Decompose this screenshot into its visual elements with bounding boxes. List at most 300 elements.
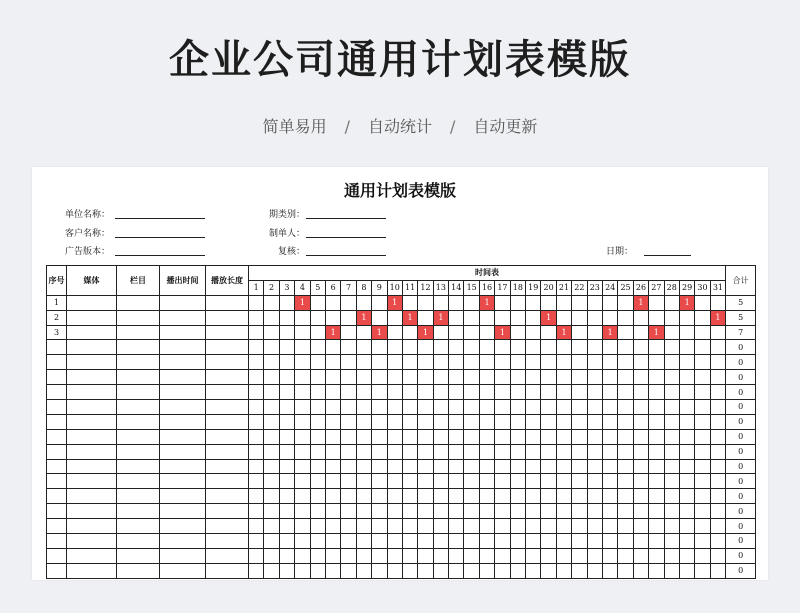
day-cell[interactable] [356, 459, 371, 474]
length-cell[interactable] [206, 504, 249, 519]
day-cell[interactable] [325, 563, 340, 578]
day-cell[interactable] [402, 548, 417, 563]
scheduled-day-cell[interactable]: 1 [633, 295, 648, 310]
day-cell[interactable] [649, 370, 664, 385]
day-cell[interactable] [695, 325, 710, 340]
day-cell[interactable] [449, 534, 464, 549]
day-cell[interactable] [664, 489, 679, 504]
day-cell[interactable] [279, 563, 294, 578]
day-cell[interactable] [433, 295, 448, 310]
day-cell[interactable] [479, 325, 494, 340]
seq-cell[interactable]: 1 [47, 295, 67, 310]
air-time-cell[interactable] [160, 504, 206, 519]
day-cell[interactable] [418, 414, 433, 429]
seq-cell[interactable] [47, 355, 67, 370]
day-cell[interactable] [664, 414, 679, 429]
day-cell[interactable] [572, 414, 587, 429]
day-cell[interactable] [679, 548, 694, 563]
day-cell[interactable] [664, 310, 679, 325]
day-cell[interactable] [279, 534, 294, 549]
day-cell[interactable] [510, 310, 525, 325]
scheduled-day-cell[interactable]: 1 [402, 310, 417, 325]
day-cell[interactable] [249, 489, 264, 504]
day-cell[interactable] [356, 519, 371, 534]
day-cell[interactable] [526, 310, 541, 325]
day-cell[interactable] [295, 519, 310, 534]
day-cell[interactable] [495, 504, 510, 519]
day-cell[interactable] [649, 429, 664, 444]
day-cell[interactable] [387, 534, 402, 549]
air-time-cell[interactable] [160, 459, 206, 474]
day-cell[interactable] [372, 295, 387, 310]
length-cell[interactable] [206, 534, 249, 549]
day-cell[interactable] [556, 355, 571, 370]
day-cell[interactable] [479, 534, 494, 549]
day-cell[interactable] [526, 489, 541, 504]
day-cell[interactable] [587, 548, 602, 563]
day-cell[interactable] [464, 355, 479, 370]
day-cell[interactable] [541, 534, 556, 549]
day-cell[interactable] [264, 548, 279, 563]
day-cell[interactable] [418, 444, 433, 459]
day-cell[interactable] [526, 534, 541, 549]
day-cell[interactable] [325, 548, 340, 563]
day-cell[interactable] [572, 370, 587, 385]
day-cell[interactable] [510, 459, 525, 474]
column-cell[interactable] [117, 340, 160, 355]
day-cell[interactable] [356, 325, 371, 340]
column-cell[interactable] [117, 385, 160, 400]
day-cell[interactable] [264, 459, 279, 474]
day-cell[interactable] [572, 295, 587, 310]
day-cell[interactable] [679, 400, 694, 415]
day-cell[interactable] [664, 370, 679, 385]
seq-cell[interactable] [47, 340, 67, 355]
day-cell[interactable] [325, 414, 340, 429]
day-cell[interactable] [556, 504, 571, 519]
day-cell[interactable] [510, 444, 525, 459]
day-cell[interactable] [310, 385, 325, 400]
day-cell[interactable] [418, 310, 433, 325]
scheduled-day-cell[interactable]: 1 [556, 325, 571, 340]
day-cell[interactable] [372, 355, 387, 370]
day-cell[interactable] [264, 310, 279, 325]
day-cell[interactable] [433, 444, 448, 459]
day-cell[interactable] [387, 355, 402, 370]
day-cell[interactable] [341, 489, 356, 504]
day-cell[interactable] [695, 563, 710, 578]
day-cell[interactable] [356, 534, 371, 549]
day-cell[interactable] [695, 355, 710, 370]
day-cell[interactable] [464, 474, 479, 489]
column-cell[interactable] [117, 548, 160, 563]
day-cell[interactable] [279, 385, 294, 400]
media-cell[interactable] [67, 504, 117, 519]
day-cell[interactable] [710, 414, 725, 429]
day-cell[interactable] [649, 340, 664, 355]
day-cell[interactable] [587, 325, 602, 340]
day-cell[interactable] [510, 355, 525, 370]
day-cell[interactable] [341, 295, 356, 310]
day-cell[interactable] [464, 504, 479, 519]
day-cell[interactable] [710, 563, 725, 578]
day-cell[interactable] [418, 474, 433, 489]
day-cell[interactable] [325, 355, 340, 370]
seq-cell[interactable]: 3 [47, 325, 67, 340]
day-cell[interactable] [556, 459, 571, 474]
day-cell[interactable] [587, 563, 602, 578]
day-cell[interactable] [618, 504, 633, 519]
day-cell[interactable] [449, 400, 464, 415]
day-cell[interactable] [510, 340, 525, 355]
day-cell[interactable] [356, 548, 371, 563]
day-cell[interactable] [541, 370, 556, 385]
column-cell[interactable] [117, 355, 160, 370]
day-cell[interactable] [372, 444, 387, 459]
day-cell[interactable] [464, 444, 479, 459]
day-cell[interactable] [402, 414, 417, 429]
day-cell[interactable] [295, 489, 310, 504]
air-time-cell[interactable] [160, 370, 206, 385]
day-cell[interactable] [402, 459, 417, 474]
day-cell[interactable] [556, 340, 571, 355]
day-cell[interactable] [310, 325, 325, 340]
day-cell[interactable] [649, 534, 664, 549]
day-cell[interactable] [695, 444, 710, 459]
day-cell[interactable] [464, 489, 479, 504]
day-cell[interactable] [541, 429, 556, 444]
length-cell[interactable] [206, 385, 249, 400]
day-cell[interactable] [664, 474, 679, 489]
day-cell[interactable] [372, 310, 387, 325]
day-cell[interactable] [402, 444, 417, 459]
media-cell[interactable] [67, 459, 117, 474]
day-cell[interactable] [310, 340, 325, 355]
day-cell[interactable] [679, 385, 694, 400]
day-cell[interactable] [372, 489, 387, 504]
day-cell[interactable] [495, 355, 510, 370]
day-cell[interactable] [449, 474, 464, 489]
day-cell[interactable] [510, 429, 525, 444]
day-cell[interactable] [372, 548, 387, 563]
day-cell[interactable] [664, 534, 679, 549]
day-cell[interactable] [510, 519, 525, 534]
day-cell[interactable] [572, 489, 587, 504]
day-cell[interactable] [541, 385, 556, 400]
day-cell[interactable] [356, 429, 371, 444]
day-cell[interactable] [572, 504, 587, 519]
day-cell[interactable] [295, 340, 310, 355]
day-cell[interactable] [310, 563, 325, 578]
day-cell[interactable] [264, 474, 279, 489]
day-cell[interactable] [587, 385, 602, 400]
day-cell[interactable] [664, 504, 679, 519]
day-cell[interactable] [387, 400, 402, 415]
day-cell[interactable] [249, 504, 264, 519]
day-cell[interactable] [295, 400, 310, 415]
length-cell[interactable] [206, 370, 249, 385]
day-cell[interactable] [602, 340, 617, 355]
day-cell[interactable] [649, 474, 664, 489]
day-cell[interactable] [602, 295, 617, 310]
air-time-cell[interactable] [160, 310, 206, 325]
day-cell[interactable] [418, 400, 433, 415]
day-cell[interactable] [356, 474, 371, 489]
day-cell[interactable] [387, 519, 402, 534]
day-cell[interactable] [341, 370, 356, 385]
day-cell[interactable] [279, 519, 294, 534]
day-cell[interactable] [649, 414, 664, 429]
day-cell[interactable] [449, 563, 464, 578]
day-cell[interactable] [664, 444, 679, 459]
day-cell[interactable] [479, 444, 494, 459]
day-cell[interactable] [433, 414, 448, 429]
day-cell[interactable] [341, 325, 356, 340]
day-cell[interactable] [295, 385, 310, 400]
day-cell[interactable] [279, 459, 294, 474]
day-cell[interactable] [587, 310, 602, 325]
day-cell[interactable] [679, 534, 694, 549]
air-time-cell[interactable] [160, 414, 206, 429]
day-cell[interactable] [572, 459, 587, 474]
day-cell[interactable] [679, 429, 694, 444]
day-cell[interactable] [479, 563, 494, 578]
day-cell[interactable] [310, 444, 325, 459]
day-cell[interactable] [418, 370, 433, 385]
day-cell[interactable] [264, 400, 279, 415]
day-cell[interactable] [679, 563, 694, 578]
day-cell[interactable] [325, 400, 340, 415]
day-cell[interactable] [695, 414, 710, 429]
day-cell[interactable] [479, 355, 494, 370]
day-cell[interactable] [495, 459, 510, 474]
day-cell[interactable] [618, 489, 633, 504]
day-cell[interactable] [479, 519, 494, 534]
day-cell[interactable] [587, 370, 602, 385]
media-cell[interactable] [67, 429, 117, 444]
day-cell[interactable] [264, 519, 279, 534]
scheduled-day-cell[interactable]: 1 [541, 310, 556, 325]
day-cell[interactable] [710, 295, 725, 310]
day-cell[interactable] [387, 340, 402, 355]
day-cell[interactable] [618, 295, 633, 310]
day-cell[interactable] [541, 295, 556, 310]
day-cell[interactable] [618, 519, 633, 534]
day-cell[interactable] [526, 370, 541, 385]
day-cell[interactable] [356, 444, 371, 459]
day-cell[interactable] [341, 340, 356, 355]
day-cell[interactable] [664, 519, 679, 534]
day-cell[interactable] [541, 340, 556, 355]
day-cell[interactable] [449, 310, 464, 325]
day-cell[interactable] [695, 310, 710, 325]
day-cell[interactable] [541, 459, 556, 474]
length-cell[interactable] [206, 414, 249, 429]
scheduled-day-cell[interactable]: 1 [495, 325, 510, 340]
day-cell[interactable] [495, 385, 510, 400]
column-cell[interactable] [117, 459, 160, 474]
day-cell[interactable] [679, 310, 694, 325]
day-cell[interactable] [449, 385, 464, 400]
length-cell[interactable] [206, 295, 249, 310]
air-time-cell[interactable] [160, 325, 206, 340]
day-cell[interactable] [264, 534, 279, 549]
day-cell[interactable] [510, 400, 525, 415]
day-cell[interactable] [556, 474, 571, 489]
day-cell[interactable] [418, 519, 433, 534]
day-cell[interactable] [587, 400, 602, 415]
day-cell[interactable] [618, 459, 633, 474]
day-cell[interactable] [341, 474, 356, 489]
day-cell[interactable] [356, 385, 371, 400]
day-cell[interactable] [279, 370, 294, 385]
day-cell[interactable] [372, 459, 387, 474]
day-cell[interactable] [495, 444, 510, 459]
column-cell[interactable] [117, 429, 160, 444]
day-cell[interactable] [325, 295, 340, 310]
day-cell[interactable] [695, 385, 710, 400]
column-cell[interactable] [117, 489, 160, 504]
day-cell[interactable] [356, 563, 371, 578]
day-cell[interactable] [541, 489, 556, 504]
length-cell[interactable] [206, 519, 249, 534]
media-cell[interactable] [67, 310, 117, 325]
version-input-line[interactable] [115, 255, 205, 256]
day-cell[interactable] [325, 534, 340, 549]
day-cell[interactable] [372, 414, 387, 429]
day-cell[interactable] [556, 534, 571, 549]
day-cell[interactable] [710, 489, 725, 504]
day-cell[interactable] [249, 519, 264, 534]
day-cell[interactable] [633, 325, 648, 340]
day-cell[interactable] [387, 563, 402, 578]
day-cell[interactable] [372, 534, 387, 549]
day-cell[interactable] [664, 459, 679, 474]
day-cell[interactable] [418, 295, 433, 310]
day-cell[interactable] [433, 459, 448, 474]
day-cell[interactable] [264, 429, 279, 444]
day-cell[interactable] [618, 444, 633, 459]
day-cell[interactable] [341, 444, 356, 459]
day-cell[interactable] [402, 355, 417, 370]
day-cell[interactable] [464, 548, 479, 563]
day-cell[interactable] [402, 474, 417, 489]
day-cell[interactable] [541, 548, 556, 563]
day-cell[interactable] [279, 340, 294, 355]
seq-cell[interactable] [47, 444, 67, 459]
media-cell[interactable] [67, 563, 117, 578]
day-cell[interactable] [295, 474, 310, 489]
day-cell[interactable] [402, 489, 417, 504]
day-cell[interactable] [587, 489, 602, 504]
day-cell[interactable] [541, 563, 556, 578]
day-cell[interactable] [279, 295, 294, 310]
day-cell[interactable] [633, 474, 648, 489]
day-cell[interactable] [526, 444, 541, 459]
scheduled-day-cell[interactable]: 1 [710, 310, 725, 325]
day-cell[interactable] [310, 310, 325, 325]
day-cell[interactable] [572, 385, 587, 400]
air-time-cell[interactable] [160, 489, 206, 504]
day-cell[interactable] [356, 414, 371, 429]
day-cell[interactable] [418, 534, 433, 549]
day-cell[interactable] [464, 325, 479, 340]
day-cell[interactable] [418, 340, 433, 355]
media-cell[interactable] [67, 414, 117, 429]
day-cell[interactable] [310, 489, 325, 504]
day-cell[interactable] [310, 474, 325, 489]
day-cell[interactable] [526, 563, 541, 578]
day-cell[interactable] [710, 400, 725, 415]
day-cell[interactable] [510, 370, 525, 385]
length-cell[interactable] [206, 474, 249, 489]
day-cell[interactable] [249, 563, 264, 578]
air-time-cell[interactable] [160, 548, 206, 563]
day-cell[interactable] [279, 474, 294, 489]
day-cell[interactable] [572, 444, 587, 459]
air-time-cell[interactable] [160, 519, 206, 534]
air-time-cell[interactable] [160, 534, 206, 549]
seq-cell[interactable] [47, 519, 67, 534]
day-cell[interactable] [541, 400, 556, 415]
day-cell[interactable] [433, 325, 448, 340]
day-cell[interactable] [325, 340, 340, 355]
day-cell[interactable] [341, 534, 356, 549]
day-cell[interactable] [479, 459, 494, 474]
day-cell[interactable] [587, 429, 602, 444]
day-cell[interactable] [325, 429, 340, 444]
length-cell[interactable] [206, 340, 249, 355]
day-cell[interactable] [356, 295, 371, 310]
day-cell[interactable] [633, 400, 648, 415]
day-cell[interactable] [556, 295, 571, 310]
day-cell[interactable] [695, 370, 710, 385]
day-cell[interactable] [679, 370, 694, 385]
day-cell[interactable] [479, 370, 494, 385]
day-cell[interactable] [618, 474, 633, 489]
day-cell[interactable] [372, 370, 387, 385]
day-cell[interactable] [510, 325, 525, 340]
day-cell[interactable] [449, 370, 464, 385]
day-cell[interactable] [372, 519, 387, 534]
day-cell[interactable] [310, 429, 325, 444]
day-cell[interactable] [710, 534, 725, 549]
day-cell[interactable] [387, 444, 402, 459]
client-input-line[interactable] [115, 237, 205, 238]
day-cell[interactable] [618, 340, 633, 355]
length-cell[interactable] [206, 548, 249, 563]
day-cell[interactable] [602, 414, 617, 429]
day-cell[interactable] [633, 563, 648, 578]
day-cell[interactable] [249, 310, 264, 325]
scheduled-day-cell[interactable]: 1 [479, 295, 494, 310]
day-cell[interactable] [510, 534, 525, 549]
day-cell[interactable] [602, 489, 617, 504]
day-cell[interactable] [479, 429, 494, 444]
media-cell[interactable] [67, 385, 117, 400]
day-cell[interactable] [325, 489, 340, 504]
media-cell[interactable] [67, 444, 117, 459]
day-cell[interactable] [310, 534, 325, 549]
day-cell[interactable] [295, 429, 310, 444]
day-cell[interactable] [679, 444, 694, 459]
day-cell[interactable] [279, 429, 294, 444]
day-cell[interactable] [602, 310, 617, 325]
day-cell[interactable] [249, 474, 264, 489]
day-cell[interactable] [649, 295, 664, 310]
day-cell[interactable] [356, 370, 371, 385]
day-cell[interactable] [526, 295, 541, 310]
